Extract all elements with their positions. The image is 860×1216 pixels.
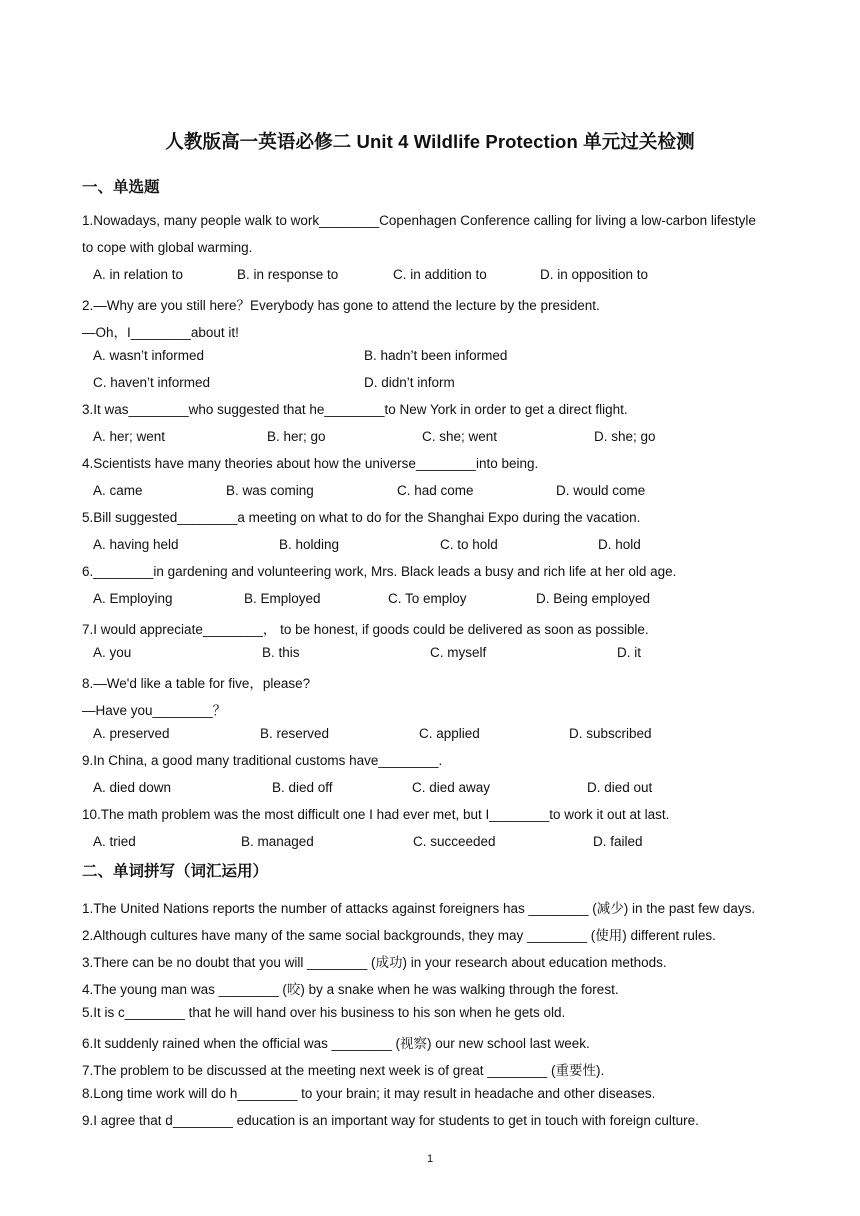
- option-c: C. had come: [397, 483, 474, 498]
- option-d: D. failed: [593, 834, 643, 849]
- question-10-options: [93, 834, 793, 852]
- question-8-line-2: —Have you________？: [82, 703, 227, 718]
- question-9-line-1: 9.In China, a good many traditional customs have________.: [82, 753, 443, 768]
- section-heading-word-spelling: 二、单词拼写（词汇运用）: [82, 863, 269, 880]
- section-heading-single-choice: 一、单选题: [82, 179, 160, 196]
- option-b: B. reserved: [260, 726, 330, 741]
- option-b: B. Employed: [244, 591, 321, 606]
- question-2-line-2: —Oh，I________about it!: [82, 325, 239, 340]
- option-c: C. to hold: [440, 537, 498, 552]
- option-b: B. was coming: [226, 483, 314, 498]
- question-3-line-1: 3.It was________who suggested that he________to New York in order to get a direct flight.: [82, 402, 628, 417]
- option-b: B. died off: [272, 780, 333, 795]
- option-a: A. preserved: [93, 726, 170, 741]
- option-b: B. in response to: [237, 267, 339, 282]
- question-6-line-1: 6.________in gardening and volunteering work, Mrs. Black leads a busy and rich life at her old age.: [82, 564, 677, 579]
- question-2-line-1: 2.—Why are you still here？Everybody has gone to attend the lecture by the president.: [82, 298, 600, 313]
- spelling-item-3: 3.There can be no doubt that you will ________ (成功) in your research about education methods.: [82, 955, 667, 970]
- question-10-line-1: 10.The math problem was the most difficult one I had ever met, but I________to work it out at last.: [82, 807, 670, 822]
- option-b: B. holding: [279, 537, 340, 552]
- option-c: C. applied: [419, 726, 480, 741]
- option-d: D. in opposition to: [540, 267, 649, 282]
- option-b: B. hadn’t been informed: [364, 348, 508, 363]
- option-d: D. would come: [556, 483, 646, 498]
- option-b: B. this: [262, 645, 300, 660]
- question-8-line-1: 8.—We'd like a table for five，please?: [82, 676, 311, 691]
- question-4-options: [93, 483, 793, 501]
- option-a: A. came: [93, 483, 143, 498]
- question-1-line-2: to cope with global warming.: [82, 240, 253, 255]
- option-a: A. you: [93, 645, 132, 660]
- spelling-item-7: 7.The problem to be discussed at the meeting next week is of great ________ (重要性).: [82, 1063, 605, 1078]
- question-2-options-row-2: [93, 375, 793, 393]
- question-1-options: [93, 267, 793, 285]
- question-4-line-1: 4.Scientists have many theories about how the universe________into being.: [82, 456, 539, 471]
- question-5-line-1: 5.Bill suggested________a meeting on what to do for the Shanghai Expo during the vacation.: [82, 510, 641, 525]
- question-9-options: [93, 780, 793, 798]
- question-1-line-1: 1.Nowadays, many people walk to work________Copenhagen Conference calling for living a low-carbon lifestyle: [82, 213, 756, 228]
- option-c: C. she; went: [422, 429, 498, 444]
- spelling-item-5: 5.It is c________ that he will hand over his business to his son when he gets old.: [82, 1005, 566, 1020]
- question-7-options: [93, 645, 793, 663]
- option-d: D. didn’t inform: [364, 375, 455, 390]
- spelling-item-1: 1.The United Nations reports the number of attacks against foreigners has ________ (减少) in the past few days.: [82, 901, 756, 916]
- option-a: A. her; went: [93, 429, 166, 444]
- spelling-item-8: 8.Long time work will do h________ to your brain; it may result in headache and other diseases.: [82, 1086, 656, 1101]
- question-6-options: [93, 591, 793, 609]
- option-d: D. it: [617, 645, 642, 660]
- option-a: A. having held: [93, 537, 179, 552]
- spelling-item-6: 6.It suddenly rained when the official was ________ (视察) our new school last week.: [82, 1036, 590, 1051]
- option-d: D. Being employed: [536, 591, 651, 606]
- option-c: C. succeeded: [413, 834, 496, 849]
- option-a: A. tried: [93, 834, 136, 849]
- option-c: C. died away: [412, 780, 491, 795]
- option-c: C. myself: [430, 645, 487, 660]
- option-c: C. in addition to: [393, 267, 487, 282]
- question-5-options: [93, 537, 793, 555]
- spelling-item-2: 2.Although cultures have many of the same social backgrounds, they may ________ (使用) different rules.: [82, 928, 716, 943]
- option-b: B. managed: [241, 834, 314, 849]
- option-a: A. in relation to: [93, 267, 184, 282]
- option-a: A. died down: [93, 780, 172, 795]
- question-8-options: [93, 726, 793, 744]
- spelling-item-9: 9.I agree that d________ education is an important way for students to get in touch with foreign culture.: [82, 1113, 699, 1128]
- option-d: D. died out: [587, 780, 653, 795]
- option-a: A. Employing: [93, 591, 173, 606]
- spelling-item-4: 4.The young man was ________ (咬) by a snake when he was walking through the forest.: [82, 982, 619, 997]
- question-3-options: [93, 429, 793, 447]
- option-b: B. her; go: [267, 429, 326, 444]
- option-d: D. she; go: [594, 429, 656, 444]
- page-number: 1: [426, 1153, 434, 1165]
- option-d: D. hold: [598, 537, 641, 552]
- document-title: 人教版高一英语必修二 Unit 4 Wildlife Protection 单元过关检测: [165, 131, 695, 152]
- option-c: C. To employ: [388, 591, 467, 606]
- option-c: C. haven’t informed: [93, 375, 211, 390]
- option-a: A. wasn’t informed: [93, 348, 205, 363]
- option-d: D. subscribed: [569, 726, 652, 741]
- question-7-line-1: 7.I would appreciate________， to be honest, if goods could be delivered as soon as possible.: [82, 622, 649, 637]
- question-2-options-row-1: [93, 348, 793, 366]
